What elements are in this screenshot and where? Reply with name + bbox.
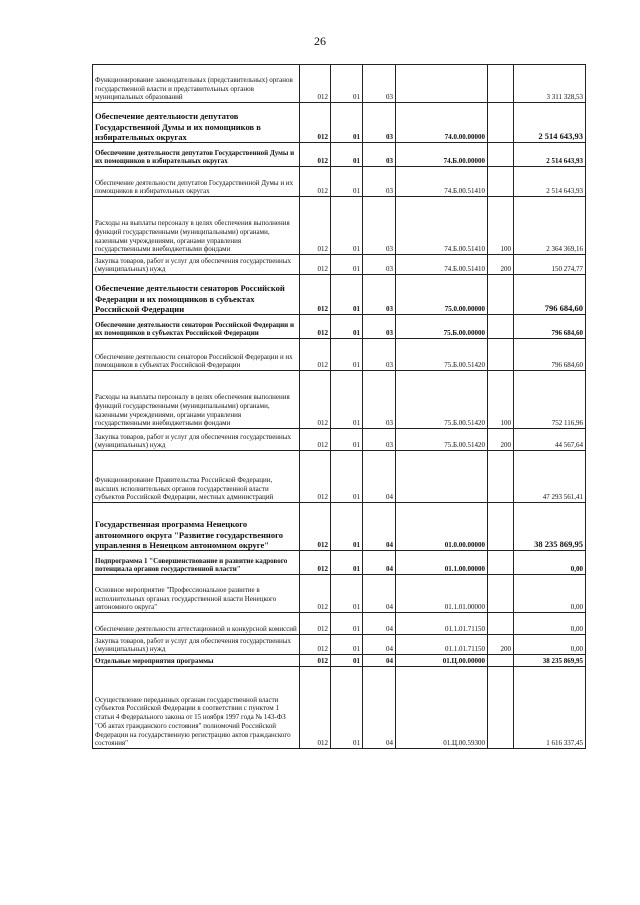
table-row bbox=[93, 503, 586, 551]
cell-expense-type: 100 bbox=[488, 197, 514, 255]
cell-target: 01.1.01.71150 bbox=[396, 613, 488, 635]
cell-expense-type: 100 bbox=[488, 371, 514, 429]
cell-target: 74.Б.00.00000 bbox=[396, 143, 488, 167]
cell-section: 01 bbox=[331, 371, 363, 429]
cell-subsection: 03 bbox=[363, 315, 396, 339]
cell-ministry: 012 bbox=[300, 255, 331, 275]
table-row bbox=[93, 197, 586, 255]
table-row bbox=[93, 635, 586, 655]
cell-expense-type bbox=[488, 667, 514, 749]
cell-subsection: 03 bbox=[363, 65, 396, 103]
cell-section: 01 bbox=[331, 143, 363, 167]
table-row bbox=[93, 339, 586, 371]
cell-expense-type: 200 bbox=[488, 429, 514, 451]
cell-name: Расходы на выплаты персоналу в целях обеспечения выполнения функций государственными (муниципальными) органами, казенными учреждениями, органами управления государственными внебюджетными фондами bbox=[93, 197, 300, 255]
table-row bbox=[93, 103, 586, 143]
cell-amount: 2 514 643,93 bbox=[514, 103, 586, 143]
cell-subsection: 04 bbox=[363, 613, 396, 635]
table-row bbox=[93, 613, 586, 635]
cell-ministry: 012 bbox=[300, 65, 331, 103]
table-row bbox=[93, 429, 586, 451]
cell-name: Отдельные мероприятия программы bbox=[93, 655, 300, 667]
cell-ministry: 012 bbox=[300, 371, 331, 429]
cell-subsection: 03 bbox=[363, 167, 396, 197]
cell-expense-type bbox=[488, 451, 514, 503]
cell-amount: 0,00 bbox=[514, 635, 586, 655]
cell-amount: 796 684,60 bbox=[514, 339, 586, 371]
cell-expense-type: 200 bbox=[488, 635, 514, 655]
table-row bbox=[93, 667, 586, 749]
cell-name: Государственная программа Ненецкого автономного округа "Развитие государственного управления в Ненецком автономном округе" bbox=[93, 503, 300, 551]
cell-name: Функционирование Правительства Российской Федерации, высших исполнительных органов государственной власти субъектов Российской Федерации, местных администраций bbox=[93, 451, 300, 503]
cell-section: 01 bbox=[331, 613, 363, 635]
cell-expense-type bbox=[488, 275, 514, 315]
cell-name: Обеспечение деятельности сенаторов Российской Федерации и их помощников в субъектах Российской Федерации bbox=[93, 339, 300, 371]
cell-ministry: 012 bbox=[300, 635, 331, 655]
cell-amount: 2 514 643,93 bbox=[514, 167, 586, 197]
cell-amount: 38 235 869,95 bbox=[514, 655, 586, 667]
cell-section: 01 bbox=[331, 275, 363, 315]
cell-name: Закупка товаров, работ и услуг для обеспечения государственных (муниципальных) нужд bbox=[93, 255, 300, 275]
cell-amount: 796 684,60 bbox=[514, 275, 586, 315]
cell-name: Функционирование законодательных (представительных) органов государственной власти и представительных органов муниципальных образований bbox=[93, 65, 300, 103]
cell-subsection: 03 bbox=[363, 255, 396, 275]
cell-section: 01 bbox=[331, 103, 363, 143]
cell-section: 01 bbox=[331, 197, 363, 255]
budget-table bbox=[92, 64, 586, 749]
cell-target: 74.Б.00.51410 bbox=[396, 167, 488, 197]
table-row bbox=[93, 65, 586, 103]
cell-name: Обеспечение деятельности аттестационной и конкурсной комиссий bbox=[93, 613, 300, 635]
cell-ministry: 012 bbox=[300, 339, 331, 371]
cell-section: 01 bbox=[331, 655, 363, 667]
page-number: 26 bbox=[314, 34, 326, 48]
cell-target: 01.1.00.00000 bbox=[396, 551, 488, 575]
cell-target: 01.1.01.71150 bbox=[396, 635, 488, 655]
cell-amount: 1 616 337,45 bbox=[514, 667, 586, 749]
table-row bbox=[93, 143, 586, 167]
cell-target: 74.0.00.00000 bbox=[396, 103, 488, 143]
cell-section: 01 bbox=[331, 255, 363, 275]
cell-subsection: 04 bbox=[363, 551, 396, 575]
cell-subsection: 03 bbox=[363, 339, 396, 371]
cell-amount: 2 514 643,93 bbox=[514, 143, 586, 167]
cell-section: 01 bbox=[331, 167, 363, 197]
cell-name: Обеспечение деятельности депутатов Государственной Думы и их помощников в избирательных округах bbox=[93, 103, 300, 143]
cell-subsection: 04 bbox=[363, 635, 396, 655]
cell-name: Осуществление переданных органам государственной власти субъектов Российской Федерации в соответствии с пунктом 1 статьи 4 Федерального закона от 15 ноября 1997 года № 143-ФЗ "Об актах гражданского состояния" полномочий Российской Федерации на государственную регистрацию актов гражданского состояния" bbox=[93, 667, 300, 749]
cell-expense-type bbox=[488, 65, 514, 103]
cell-ministry: 012 bbox=[300, 143, 331, 167]
cell-expense-type bbox=[488, 551, 514, 575]
cell-target: 75.Б.00.51420 bbox=[396, 371, 488, 429]
cell-name: Обеспечение деятельности депутатов Государственной Думы и их помощников в избирательных округах bbox=[93, 143, 300, 167]
cell-subsection: 04 bbox=[363, 655, 396, 667]
cell-expense-type bbox=[488, 575, 514, 613]
cell-section: 01 bbox=[331, 451, 363, 503]
table-row bbox=[93, 575, 586, 613]
cell-target: 75.Б.00.51420 bbox=[396, 339, 488, 371]
cell-subsection: 04 bbox=[363, 667, 396, 749]
cell-expense-type bbox=[488, 315, 514, 339]
cell-name: Закупка товаров, работ и услуг для обеспечения государственных (муниципальных) нужд bbox=[93, 429, 300, 451]
cell-section: 01 bbox=[331, 575, 363, 613]
cell-amount: 3 311 328,53 bbox=[514, 65, 586, 103]
cell-ministry: 012 bbox=[300, 655, 331, 667]
cell-subsection: 04 bbox=[363, 503, 396, 551]
cell-expense-type bbox=[488, 613, 514, 635]
cell-expense-type bbox=[488, 167, 514, 197]
cell-section: 01 bbox=[331, 339, 363, 371]
cell-expense-type bbox=[488, 143, 514, 167]
cell-ministry: 012 bbox=[300, 613, 331, 635]
cell-subsection: 03 bbox=[363, 275, 396, 315]
cell-ministry: 012 bbox=[300, 275, 331, 315]
cell-expense-type: 200 bbox=[488, 255, 514, 275]
cell-target bbox=[396, 65, 488, 103]
cell-amount: 38 235 869,95 bbox=[514, 503, 586, 551]
cell-ministry: 012 bbox=[300, 167, 331, 197]
cell-ministry: 012 bbox=[300, 429, 331, 451]
cell-ministry: 012 bbox=[300, 667, 331, 749]
cell-target bbox=[396, 451, 488, 503]
table-row bbox=[93, 255, 586, 275]
cell-section: 01 bbox=[331, 315, 363, 339]
cell-target: 74.Б.00.51410 bbox=[396, 197, 488, 255]
table-row bbox=[93, 371, 586, 429]
cell-amount: 0,00 bbox=[514, 575, 586, 613]
cell-name: Расходы на выплаты персоналу в целях обеспечения выполнения функций государственными (муниципальными) органами, казенными учреждениями, органами управления государственными внебюджетными фондами bbox=[93, 371, 300, 429]
cell-subsection: 04 bbox=[363, 575, 396, 613]
cell-ministry: 012 bbox=[300, 503, 331, 551]
cell-ministry: 012 bbox=[300, 451, 331, 503]
cell-subsection: 03 bbox=[363, 429, 396, 451]
cell-target: 01.Ц.00.59300 bbox=[396, 667, 488, 749]
cell-name: Закупка товаров, работ и услуг для обеспечения государственных (муниципальных) нужд bbox=[93, 635, 300, 655]
cell-subsection: 03 bbox=[363, 143, 396, 167]
table-row bbox=[93, 167, 586, 197]
cell-name: Обеспечение деятельности депутатов Государственной Думы и их помощников в избирательных округах bbox=[93, 167, 300, 197]
cell-section: 01 bbox=[331, 551, 363, 575]
cell-subsection: 04 bbox=[363, 451, 396, 503]
cell-ministry: 012 bbox=[300, 551, 331, 575]
cell-section: 01 bbox=[331, 667, 363, 749]
cell-section: 01 bbox=[331, 635, 363, 655]
cell-subsection: 03 bbox=[363, 197, 396, 255]
cell-name: Обеспечение деятельности сенаторов Российской Федерации и их помощников в субъектах Российской Федерации bbox=[93, 315, 300, 339]
cell-amount: 796 684,60 bbox=[514, 315, 586, 339]
cell-name: Обеспечение деятельности сенаторов Российской Федерации и их помощников в субъектах Российской Федерации bbox=[93, 275, 300, 315]
cell-amount: 0,00 bbox=[514, 613, 586, 635]
cell-ministry: 012 bbox=[300, 575, 331, 613]
cell-name: Основное мероприятие "Профессиональное развитие в исполнительных органах государственной власти Ненецкого автономного округа" bbox=[93, 575, 300, 613]
cell-amount: 2 364 369,16 bbox=[514, 197, 586, 255]
cell-target: 74.Б.00.51410 bbox=[396, 255, 488, 275]
table-row bbox=[93, 655, 586, 667]
table-row bbox=[93, 315, 586, 339]
cell-amount: 150 274,77 bbox=[514, 255, 586, 275]
cell-amount: 752 116,96 bbox=[514, 371, 586, 429]
cell-target: 01.1.01.00000 bbox=[396, 575, 488, 613]
cell-ministry: 012 bbox=[300, 315, 331, 339]
budget-table-body bbox=[93, 65, 586, 749]
table-row bbox=[93, 275, 586, 315]
cell-ministry: 012 bbox=[300, 103, 331, 143]
table-row bbox=[93, 551, 586, 575]
cell-amount: 0,00 bbox=[514, 551, 586, 575]
cell-subsection: 03 bbox=[363, 371, 396, 429]
cell-amount: 47 293 561,41 bbox=[514, 451, 586, 503]
table-row bbox=[93, 451, 586, 503]
cell-expense-type bbox=[488, 339, 514, 371]
cell-target: 75.Б.00.51420 bbox=[396, 429, 488, 451]
cell-target: 01.Ц.00.00000 bbox=[396, 655, 488, 667]
cell-name: Подпрограмма 1 "Совершенствование и развитие кадрового потенциала органов государственной власти" bbox=[93, 551, 300, 575]
cell-expense-type bbox=[488, 655, 514, 667]
cell-subsection: 03 bbox=[363, 103, 396, 143]
cell-section: 01 bbox=[331, 65, 363, 103]
cell-expense-type bbox=[488, 103, 514, 143]
cell-section: 01 bbox=[331, 503, 363, 551]
cell-expense-type bbox=[488, 503, 514, 551]
cell-ministry: 012 bbox=[300, 197, 331, 255]
cell-section: 01 bbox=[331, 429, 363, 451]
cell-target: 01.0.00.00000 bbox=[396, 503, 488, 551]
cell-target: 75.0.00.00000 bbox=[396, 275, 488, 315]
cell-amount: 44 567,64 bbox=[514, 429, 586, 451]
cell-target: 75.Б.00.00000 bbox=[396, 315, 488, 339]
